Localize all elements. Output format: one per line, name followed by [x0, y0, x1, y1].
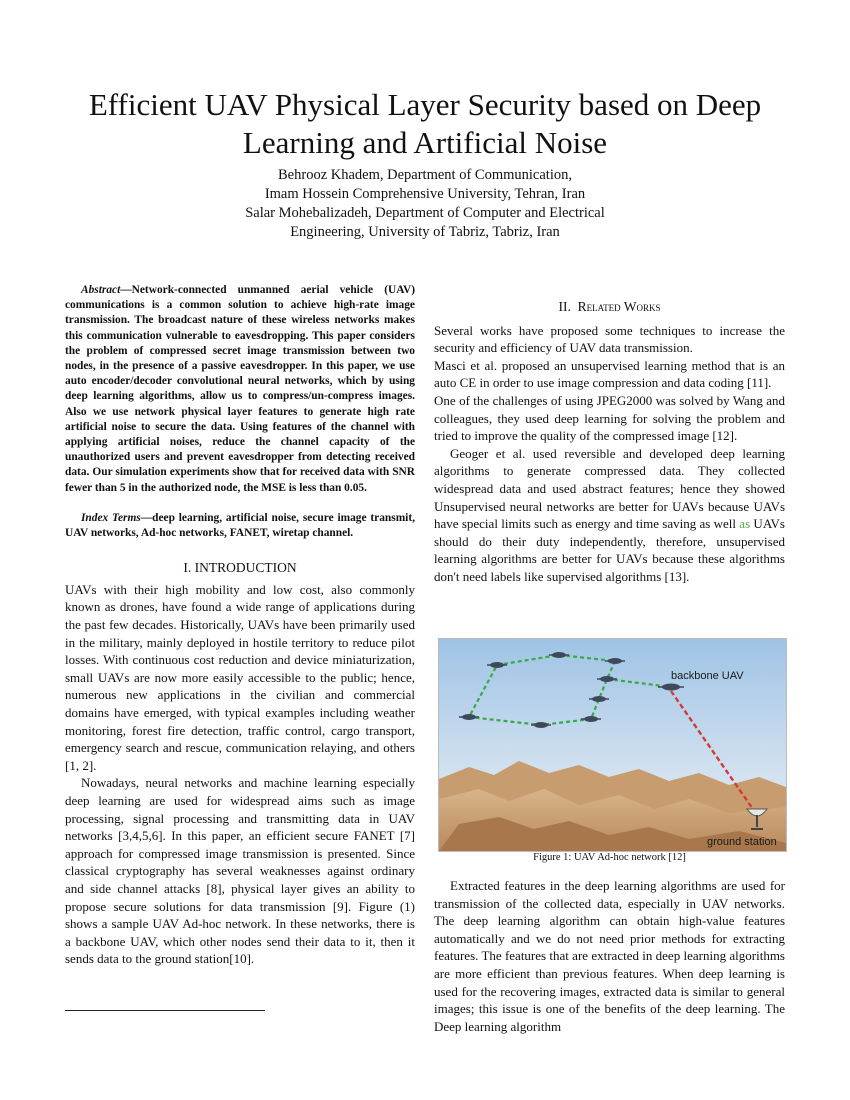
right-column [434, 298, 785, 586]
index-terms-label: Index Terms [81, 511, 141, 524]
ground-station-label: ground station [707, 836, 777, 848]
section-number: II. [558, 299, 571, 314]
backbone-uav-label: backbone UAV [671, 670, 744, 682]
related-paragraph-2: Masci et al. proposed an unsupervised learning method that is an auto CE in order to use image compression and data coding [11]. [434, 357, 785, 391]
paper-title: Efficient UAV Physical Layer Security based on Deep Learning and Artificial Noise [88, 87, 762, 160]
section-heading-related-works [434, 298, 785, 316]
intro-paragraph-1: UAVs with their high mobility and low cost, also commonly known as drones, have found a wide range of applications during the past few decades. Historically, UAVs have been primarily used in the military, mainly deployed in hostile territory to reduce pilot losses. With continuous cost reduction and device miniaturization, small UAVs are now more easily accessible to the public; hence, numerous new applications in the civilian and commercial domains have emerged, with typical examples including weather monitoring, forest fire detection, traffic control, cargo transport, emergency search and rescue, communication relaying, and others [1, 2]. [65, 581, 415, 773]
left-column [65, 283, 415, 968]
abstract [65, 283, 415, 496]
section-title: Related Works [577, 299, 661, 314]
related-paragraph-4: Geoger et al. used reversible and developed deep learning algorithms to generate compressed data. They collected widespread data and used abstract features; hence they showed Unsupervised neural networks are better for UAVs because UAVs have special limits such as energy and time saving as well as UAVs should do their duty independently, therefore, unsupervised learning algorithms are better for UAVs because these algorithms don't need labels like supervised algorithms [13]. [434, 445, 785, 584]
abstract-text: —Network-connected unmanned aerial vehicle (UAV) communications is a common solution to achieve high-rate image transmission. The broadcast nature of these wireless networks makes this communication vulnerable to eavesdropping. This paper considers the problem of compressed secret image transmission between two nodes, in the presence of a passive eavesdropper. In this paper, we use auto encoder/decoder convolutional neural networks, which by using deep learning algorithms, allow us to compress/un-compress images. Also we use network physical layer features to generate high rate artificial noise to secure the data. Using features of the channel with applying artificial noises, reduce the channel capacity of the unauthorized users and prevent eavesdropper from detecting received data. Our simulation experiments show that for received data with SNR fewer than 5 in the authorized node, the MSE is less than 0.05. [65, 284, 415, 494]
footnote-rule [65, 1010, 265, 1011]
right-column-continued [434, 877, 785, 1035]
author-line: Behrooz Khadem, Department of Communication, [278, 167, 572, 183]
index-terms [65, 511, 415, 541]
figure-caption: Figure 1: UAV Ad-hoc network [12] [533, 852, 686, 863]
figure-uav-network [438, 638, 787, 852]
author-block [100, 166, 750, 242]
related-paragraph-1: Several works have proposed some techniques to increase the security and efficiency of UAV data transmission. [434, 322, 785, 356]
author-line: Salar Mohebalizadeh, Department of Computer and Electrical [245, 205, 605, 221]
related-paragraph-3: One of the challenges of using JPEG2000 was solved by Wang and colleagues, they used deep learning for solving the problem and tried to improve the quality of the compressed image [12]. [434, 392, 785, 444]
author-line: Engineering, University of Tabriz, Tabriz, Iran [290, 224, 560, 240]
uav-network-illustration [439, 639, 786, 851]
author-line: Imam Hossein Comprehensive University, Tehran, Iran [264, 186, 586, 202]
section-heading-introduction: I. INTRODUCTION [183, 560, 297, 576]
continuation-paragraph: Extracted features in the deep learning algorithms are used for transmission of the collected data, especially in UAV networks. The deep learning algorithm can obtain high-value features automatically and we do not need prior methods for extracting features. The features that are extracted in deep learning algorithms are more efficient than previous features. When deep learning is used for the recovering images, extracted data is similar to general images; this issue is one of the benefits of the deep learning. The Deep learning algorithm [434, 878, 785, 1034]
intro-paragraph-2: Nowadays, neural networks and machine learning especially deep learning are used for widespread aims such as image processing, signal processing and transmitting data in UAV networks [3,4,5,6]. In this paper, an efficient secure FANET [7] approach for compressed image transmission is presented. Since classical cryptography has several weaknesses against ordinary and side channel attacks [8], physical layer gives an ability to propose secure solutions for data transmission [9]. Figure (1) shows a sample UAV Ad-hoc network. In these networks, there is a backbone UAV, which other nodes send their data to it, then it sends data to the ground station[10]. [65, 775, 415, 967]
abstract-label: Abstract [81, 284, 121, 296]
highlighted-word: as [739, 516, 751, 532]
index-terms-text: —deep learning, artificial noise, secure image transmit, UAV networks, Ad-hoc networks, FANET, wiretap channel. [65, 511, 415, 540]
